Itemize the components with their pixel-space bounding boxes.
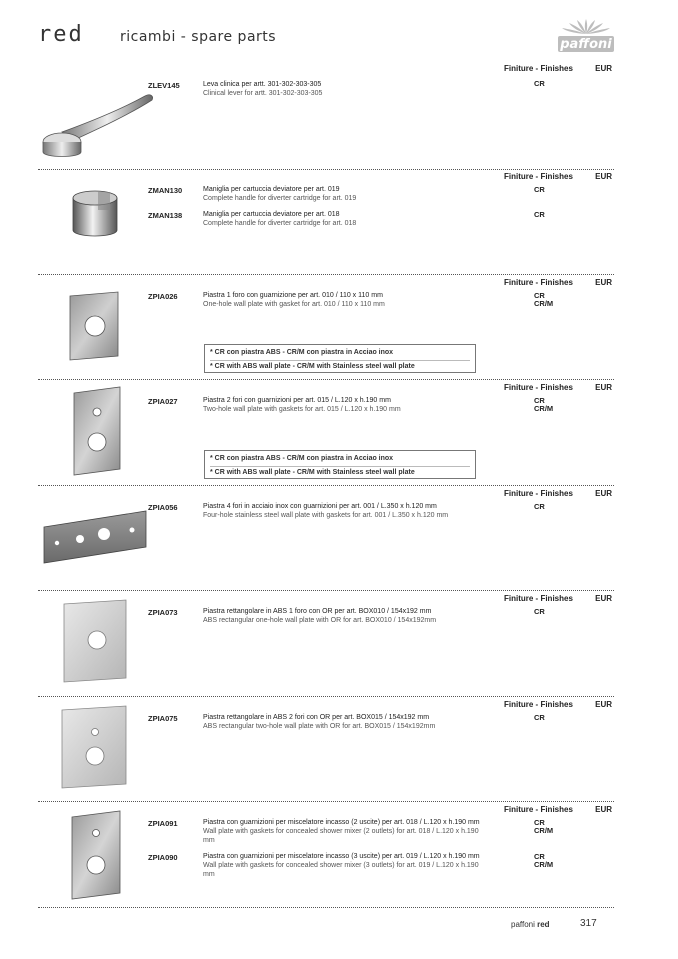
section-divider xyxy=(38,907,614,908)
product-code: ZMAN138 xyxy=(148,211,183,220)
footer-brand: paffoni red xyxy=(511,920,550,929)
finishes-header: Finiture - Finishes EUR xyxy=(504,172,612,181)
finishes-header: Finiture - Finishes EUR xyxy=(504,64,612,73)
product-description: Piastra 2 fori con guarnizioni per art. 015 / L.120 x h.190 mm Two-hole wall plate with gaskets for art. 015 / L.120 x h.190 mm xyxy=(203,397,401,413)
page-header xyxy=(0,0,678,60)
product-code: ZPIA056 xyxy=(148,503,178,512)
product-description: Piastra con guarnizioni per miscelatore incasso (3 uscite) per art. 019 / L.120 x h.190 mm Wall plate with gaskets for concealed shower mixer (3 outlets) for art. 019 / L.120 x h.190 mm xyxy=(203,853,480,878)
product-description: Leva clinica per artt. 301-302-303-305 Clinical lever for artt. 301-302-303-305 xyxy=(203,81,323,97)
page-subtitle: ricambi - spare parts xyxy=(120,29,277,45)
product-section-abs-two-hole-plate xyxy=(38,698,614,802)
product-code: ZMAN130 xyxy=(148,186,183,195)
page-number: 317 xyxy=(580,918,597,929)
product-description: Piastra 4 fori in acciaio inox con guarnizioni per art. 001 / L.350 x h.120 mm Four-hole stainless steel wall plate with gaskets for art. 001 / L.350 x h.120 mm xyxy=(203,503,449,519)
section-divider xyxy=(38,590,614,591)
product-code: ZPIA091 xyxy=(148,819,178,828)
section-divider xyxy=(38,801,614,802)
product-code: ZPIA075 xyxy=(148,714,178,723)
two-hole-plate-image xyxy=(70,385,124,482)
product-section-one-hole-plate xyxy=(38,276,614,380)
product-code: ZPIA073 xyxy=(148,608,178,617)
product-code: ZPIA090 xyxy=(148,853,178,862)
finishes-header: Finiture - Finishes EUR xyxy=(504,594,612,603)
clinical-lever-image xyxy=(40,92,160,167)
finish-codes: CR xyxy=(534,79,545,88)
paffoni-logo xyxy=(556,18,616,56)
product-section-abs-one-hole-plate xyxy=(38,592,614,696)
product-code: ZPIA026 xyxy=(148,292,178,301)
finish-note-box: * CR con piastra ABS - CR/M con piastra in Acciao inox * CR with ABS wall plate - CR/M with Stainless steel wall plate xyxy=(204,344,476,373)
page-footer xyxy=(0,912,678,942)
finish-codes: CR CR/M xyxy=(534,396,554,414)
finishes-header: Finiture - Finishes EUR xyxy=(504,805,612,814)
finish-codes: CR xyxy=(534,210,545,219)
product-description: Maniglia per cartuccia deviatore per art. 019 Complete handle for diverter cartridge for art. 019 xyxy=(203,186,357,202)
one-hole-plate-image xyxy=(66,290,122,367)
logo-text: paffoni xyxy=(560,37,612,52)
finish-codes: CR xyxy=(534,713,545,722)
product-description: Piastra con guarnizioni per miscelatore incasso (2 uscite) per art. 018 / L.120 x h.190 mm Wall plate with gaskets for concealed shower mixer (2 outlets) for art. 018 / L.120 x h.190 mm xyxy=(203,819,480,844)
product-section-two-hole-plate xyxy=(38,381,614,485)
product-description: Maniglia per cartuccia deviatore per art. 018 Complete handle for diverter cartridge for art. 018 xyxy=(203,211,357,227)
product-description: Piastra 1 foro con guarnizione per art. 010 / 110 x 110 mm One-hole wall plate with gasket for art. 010 / 110 x 110 mm xyxy=(203,292,385,308)
section-divider xyxy=(38,696,614,697)
product-code: ZPIA027 xyxy=(148,397,178,406)
section-divider xyxy=(38,485,614,486)
product-code: ZLEV145 xyxy=(148,81,180,90)
shower-mixer-plate-image xyxy=(68,809,124,906)
finish-codes: CR CR/M xyxy=(534,852,554,870)
finish-codes: CR xyxy=(534,185,545,194)
collection-title: red xyxy=(38,22,84,47)
section-divider xyxy=(38,379,614,380)
finishes-header: Finiture - Finishes EUR xyxy=(504,278,612,287)
finish-codes: CR xyxy=(534,607,545,616)
section-divider xyxy=(38,274,614,275)
product-section-handles xyxy=(38,170,614,274)
product-description: Piastra rettangolare in ABS 2 fori con OR per art. BOX015 / 154x192 mm ABS rectangular two-hole wall plate with OR for art. BOX015 / 154x192mm xyxy=(203,714,436,730)
finish-codes: CR CR/M xyxy=(534,818,554,836)
finishes-header: Finiture - Finishes EUR xyxy=(504,383,612,392)
product-section-lever xyxy=(38,62,614,167)
product-section-four-hole-plate xyxy=(38,487,614,591)
abs-one-hole-plate-image xyxy=(60,598,130,689)
finishes-header: Finiture - Finishes EUR xyxy=(504,700,612,709)
diverter-handle-image xyxy=(70,184,120,245)
finish-codes: CR CR/M xyxy=(534,291,554,309)
product-description: Piastra rettangolare in ABS 1 foro con OR per art. BOX010 / 154x192 mm ABS rectangular one-hole wall plate with OR for art. BOX010 / 154x192mm xyxy=(203,608,437,624)
finish-note-box: * CR con piastra ABS - CR/M con piastra in Acciao inox * CR with ABS wall plate - CR/M with Stainless steel wall plate xyxy=(204,450,476,479)
finishes-header: Finiture - Finishes EUR xyxy=(504,489,612,498)
product-section-shower-mixer-plates xyxy=(38,803,614,907)
finish-codes: CR xyxy=(534,502,545,511)
four-hole-plate-image xyxy=(42,507,148,572)
abs-two-hole-plate-image xyxy=(58,704,130,795)
